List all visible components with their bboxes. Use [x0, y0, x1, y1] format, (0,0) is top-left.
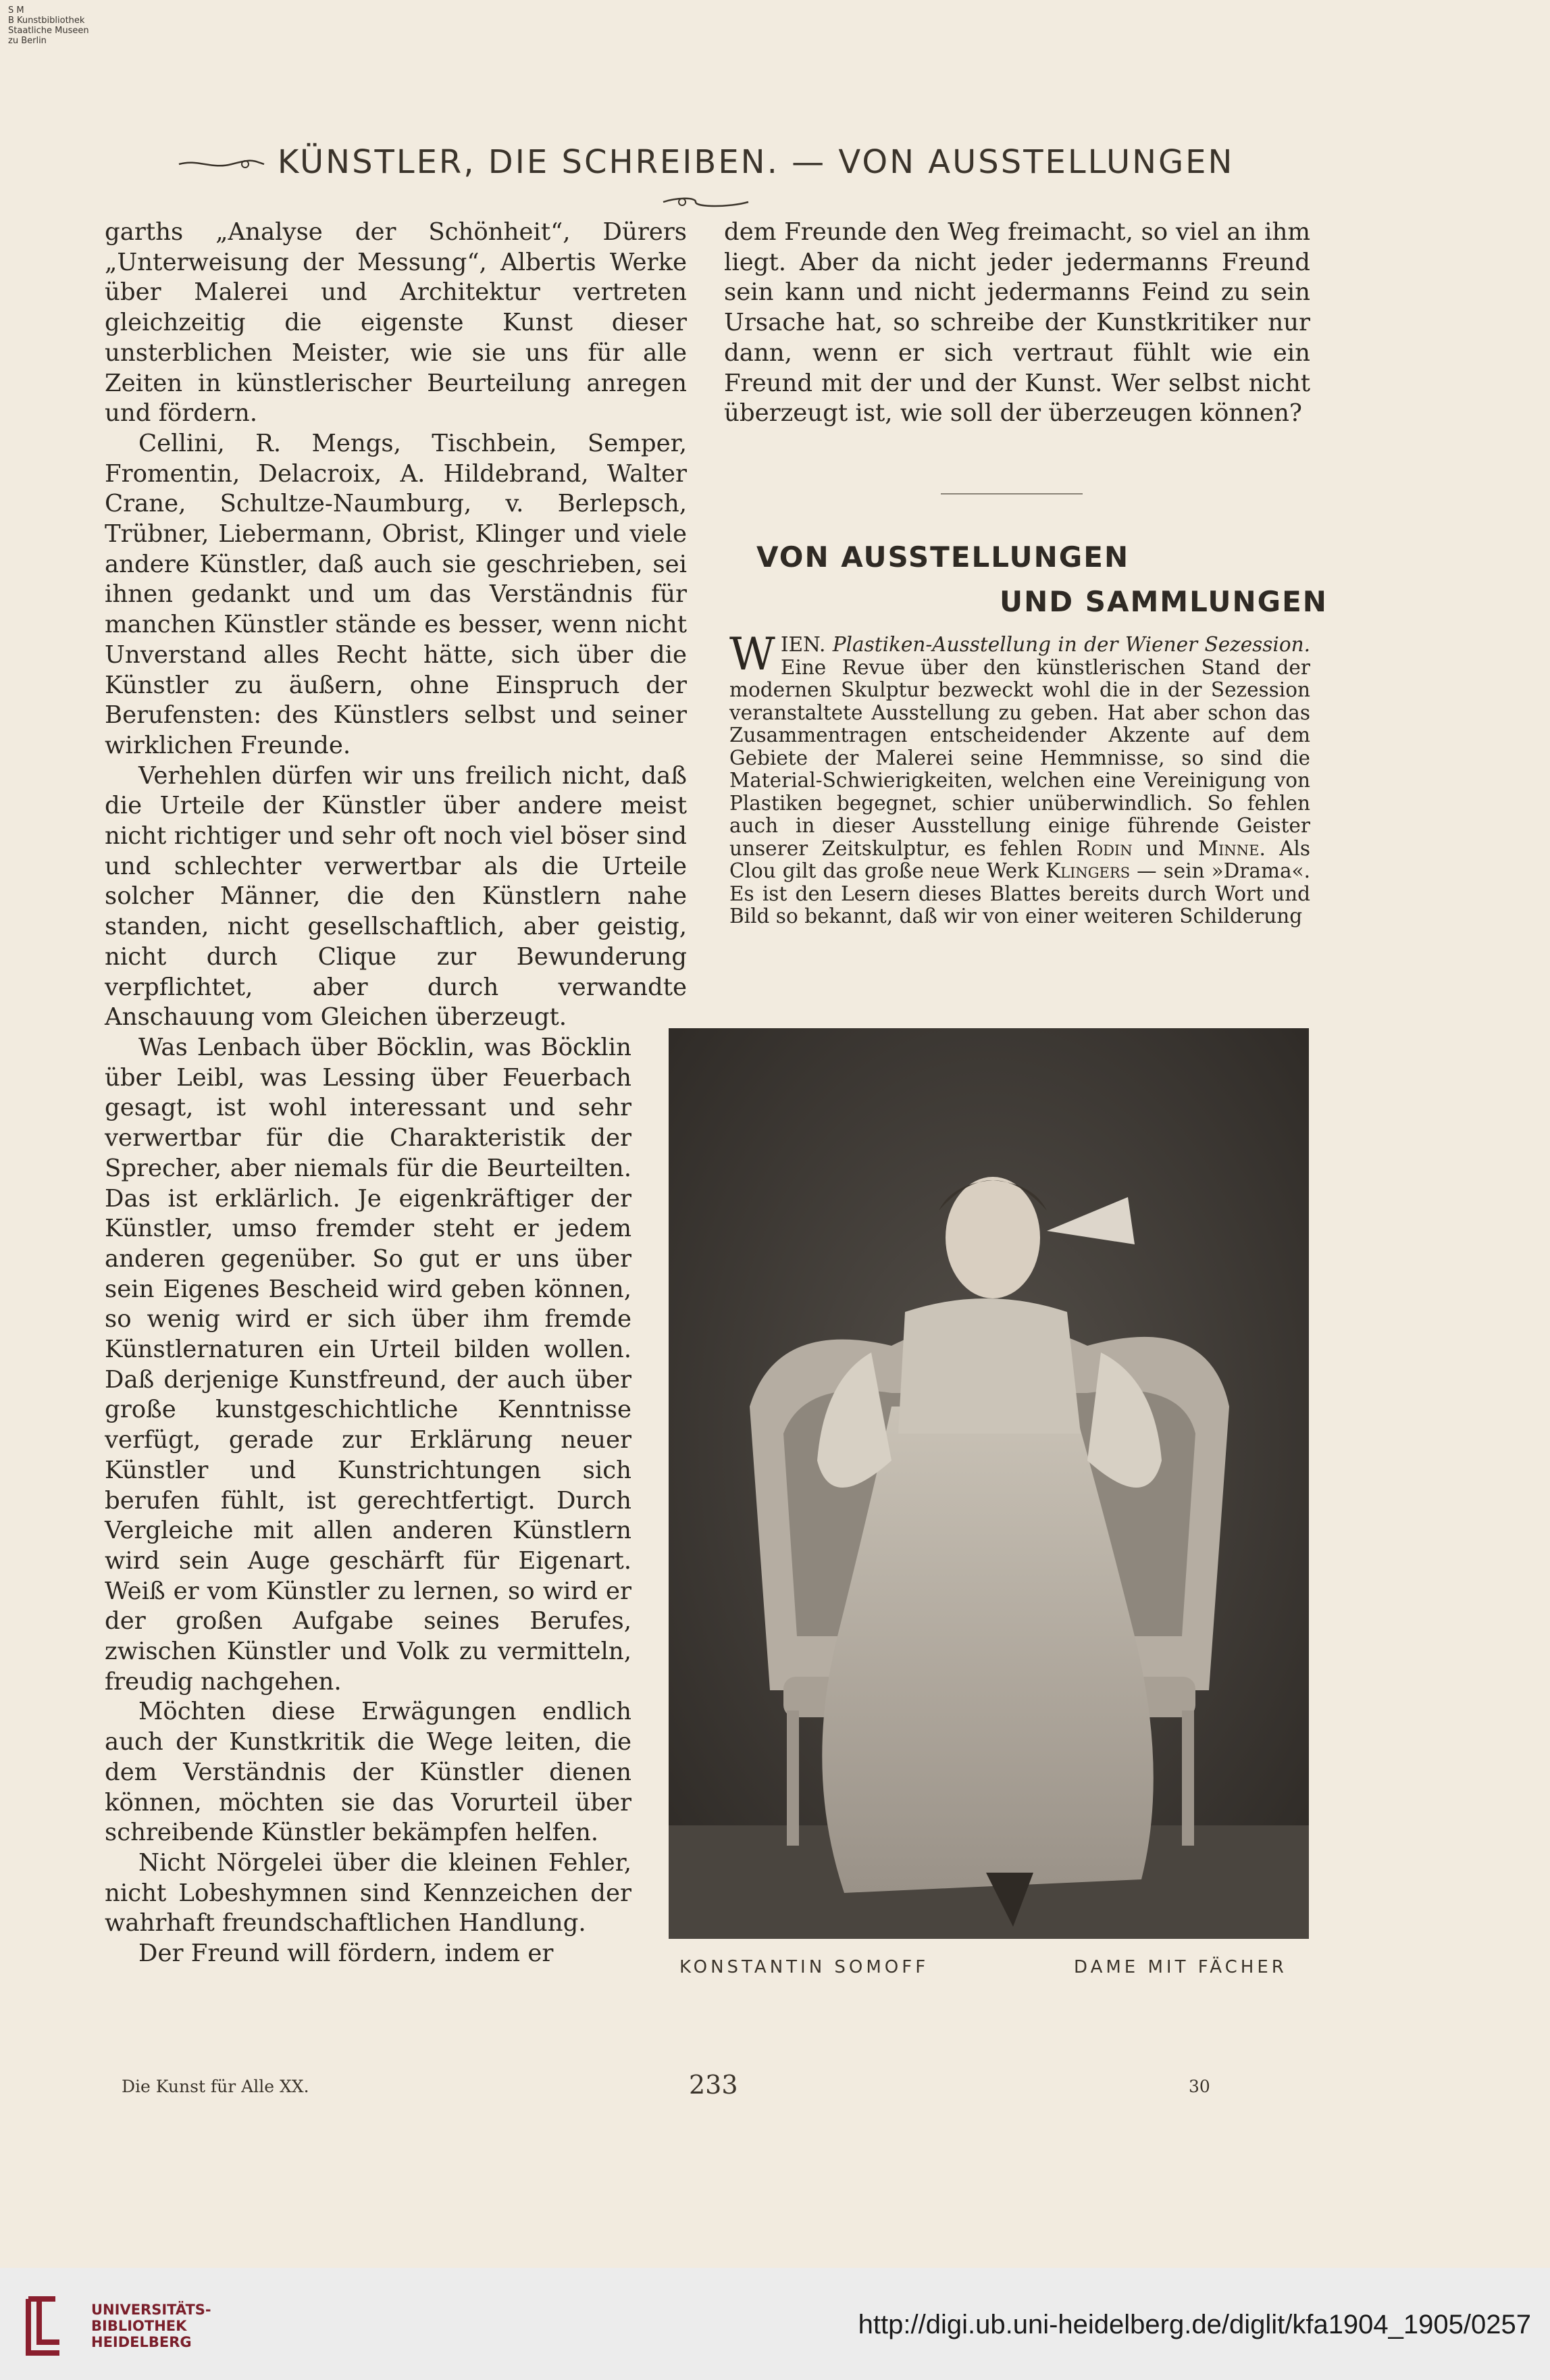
paragraph: Was Lenbach über Böcklin, was Böcklin über Leibl, was Lessing über Feuerbach gesagt, ist wohl interessant und sehr verwertbar für die Charakteristik der Sprecher, aber niemals für die Beurteilten. Das ist erklärlich. Je eigenkräftiger der Künstler, umso fremder steht er jedem anderen gegenüber. So gut er uns über sein Eigenes Bescheid wird geben können, so wenig wird er sich über ihm fremde Künstlernaturen ein Urteil bilden wollen. Daß derjenige Kunstfreund, der auch über große kunstgeschichtliche Kenntnisse verfügt, gerade zur Erklärung neuer Künstler und Kunstrichtungen sich berufen fühlt, ist gerechtfertigt. Durch Vergleiche mit allen anderen Künstlern wird sein Auge geschärft für Eigenart. Weiß er vom Künstler zu lernen, so wird er der großen Aufgabe seines Berufes, zwischen Künstler und Volk zu vermitteln, freudig nachgehen.	[105, 1033, 631, 1696]
running-header	[135, 143, 1276, 219]
right-ornament-icon	[662, 194, 750, 210]
section-divider	[941, 493, 1083, 495]
stamp-line: B Kunstbibliothek	[8, 16, 85, 26]
report-subtitle: Plastiken-Ausstellung in der Wiener Sezession.	[832, 633, 1310, 656]
left-ornament-icon	[178, 156, 265, 172]
stamp-line: Staatliche Museen	[8, 26, 89, 36]
library-name-line: UNIVERSITÄTS-	[91, 2302, 211, 2318]
signature-mark: 30	[1189, 2077, 1210, 2096]
report-text: — sein »Drama«. Es ist den Lesern dieses Blattes bereits durch Wort und Bild so bekannt, daß wir von einer weiteren Schilderung	[729, 859, 1310, 928]
paragraph: garths „Analyse der Schönheit“, Dürers „Unterweisung der Messung“, Albertis Werke über Malerei und Architektur vertreten gleichzeitig die eigenste Kunst dieser unsterblichen Meister, wie sie uns für alle Zeiten in künstlerischer Beurteilung anregen und fördern.	[105, 218, 687, 428]
paragraph: Der Freund will fördern, indem er	[138, 1940, 554, 1968]
report-text: und	[1145, 836, 1185, 860]
paragraph: Nicht Nörgelei über die kleinen Fehler, nicht Lobeshymnen sind Kennzeichen der wahrhaft freundschaftlichen Handlung.	[105, 1848, 631, 1938]
exhibition-report	[729, 628, 1310, 928]
caption-artist: KONSTANTIN SOMOFF	[679, 1957, 929, 1977]
page-number: 233	[689, 2070, 738, 2100]
footer-publication: Die Kunst für Alle XX.	[122, 2077, 309, 2096]
library-logo-icon	[15, 2292, 73, 2360]
artist-name: Minne	[1197, 836, 1260, 860]
section-title: UND SAMMLUNGEN	[1000, 585, 1328, 618]
paragraph: dem Freunde den Weg freimacht, so viel an ihm liegt. Aber da nicht jeder jedermanns Freund sein kann und nicht jedermanns Feind zu sein Ursache hat, so schreibe der Kunstkritiker nur dann, wenn er sich vertraut fühlt wie ein Freund mit der und der Kunst. Wer selbst nicht überzeugt ist, wie soll der überzeugen können?	[724, 218, 1310, 428]
section-title: VON AUSSTELLUNGEN	[756, 540, 1130, 574]
right-text-column	[724, 218, 1310, 429]
artist-name: Rodin	[1076, 836, 1133, 860]
artist-name: Klingers	[1045, 859, 1131, 882]
permalink-url[interactable]: http://digi.ub.uni-heidelberg.de/diglit/kfa1904_1905/0257	[858, 2310, 1531, 2339]
stamp-line: S M	[8, 5, 24, 16]
paragraph: Cellini, R. Mengs, Tischbein, Semper, Fromentin, Delacroix, A. Hildebrand, Walter Crane, Schultze-Naumburg, v. Berlepsch, Trübner, Liebermann, Obrist, Klinger und viele andere Künstler, daß auch sie geschrieben, sei ihnen gedankt und um das Verständnis für manchen Künstler stände es besser, wenn nicht Unverstand alles Recht hätte, sich über die Künstler zu äußern, ohne Einspruch der Berufensten: des Künstlers selbst und seiner wirklichen Freunde.	[105, 429, 687, 759]
library-name-line: BIBLIOTHEK	[91, 2318, 187, 2334]
report-text: Eine Revue über den künstlerischen Stand der modernen Skulptur bezweckt wohl die in der Sezession veranstaltete Ausstellung zu geben. Hat aber schon das Zusammentragen entscheidender Akzente auf dem Gebiete der Malerei seine Hemmnisse, so sind die Material-Schwierigkeiten, welchen eine Vereinigung von Plastiken begegnet, schier unüberwindlich. So fehlen auch in dieser Ausstellung einige führende Geister unserer Zeitskulptur, es fehlen	[729, 655, 1310, 860]
seated-woman-image	[669, 1028, 1309, 1939]
left-text-column	[105, 218, 687, 1969]
library-stamp	[8, 5, 89, 46]
library-name-line: HEIDELBERG	[91, 2334, 192, 2350]
report-text: . Als Clou gilt das große neue Werk	[729, 836, 1310, 882]
stamp-line: zu Berlin	[8, 36, 47, 46]
library-name	[91, 2302, 211, 2350]
drop-cap: W	[729, 628, 775, 680]
paragraph: Verhehlen dürfen wir uns freilich nicht, daß die Urteile der Künstler über andere meist nicht richtiger und sehr oft noch viel böser sind und schlechter verwertbar als die Urteile solcher Männer, die den Künstlern nahe standen, nicht gesellschaftlich, aber geistig, nicht durch Clique zur Bewunderung verpflichtet, aber durch verwandte Anschauung vom Gleichen überzeugt.	[105, 761, 687, 1032]
header-title: KÜNSTLER, DIE SCHREIBEN. — VON AUSSTELLUNGEN	[277, 143, 1235, 181]
place-lead: IEN.	[780, 633, 826, 656]
caption-title: DAME MIT FÄCHER	[1074, 1957, 1287, 1977]
painting-reproduction	[669, 1028, 1309, 1939]
library-footer-bar	[0, 2268, 1550, 2380]
paragraph: Möchten diese Erwägungen endlich auch der Kunstkritik die Wege leiten, die dem Verständnis der Künstler dienen können, möchten sie das Vorurteil über schreibende Künstler bekämpfen helfen.	[105, 1698, 631, 1847]
